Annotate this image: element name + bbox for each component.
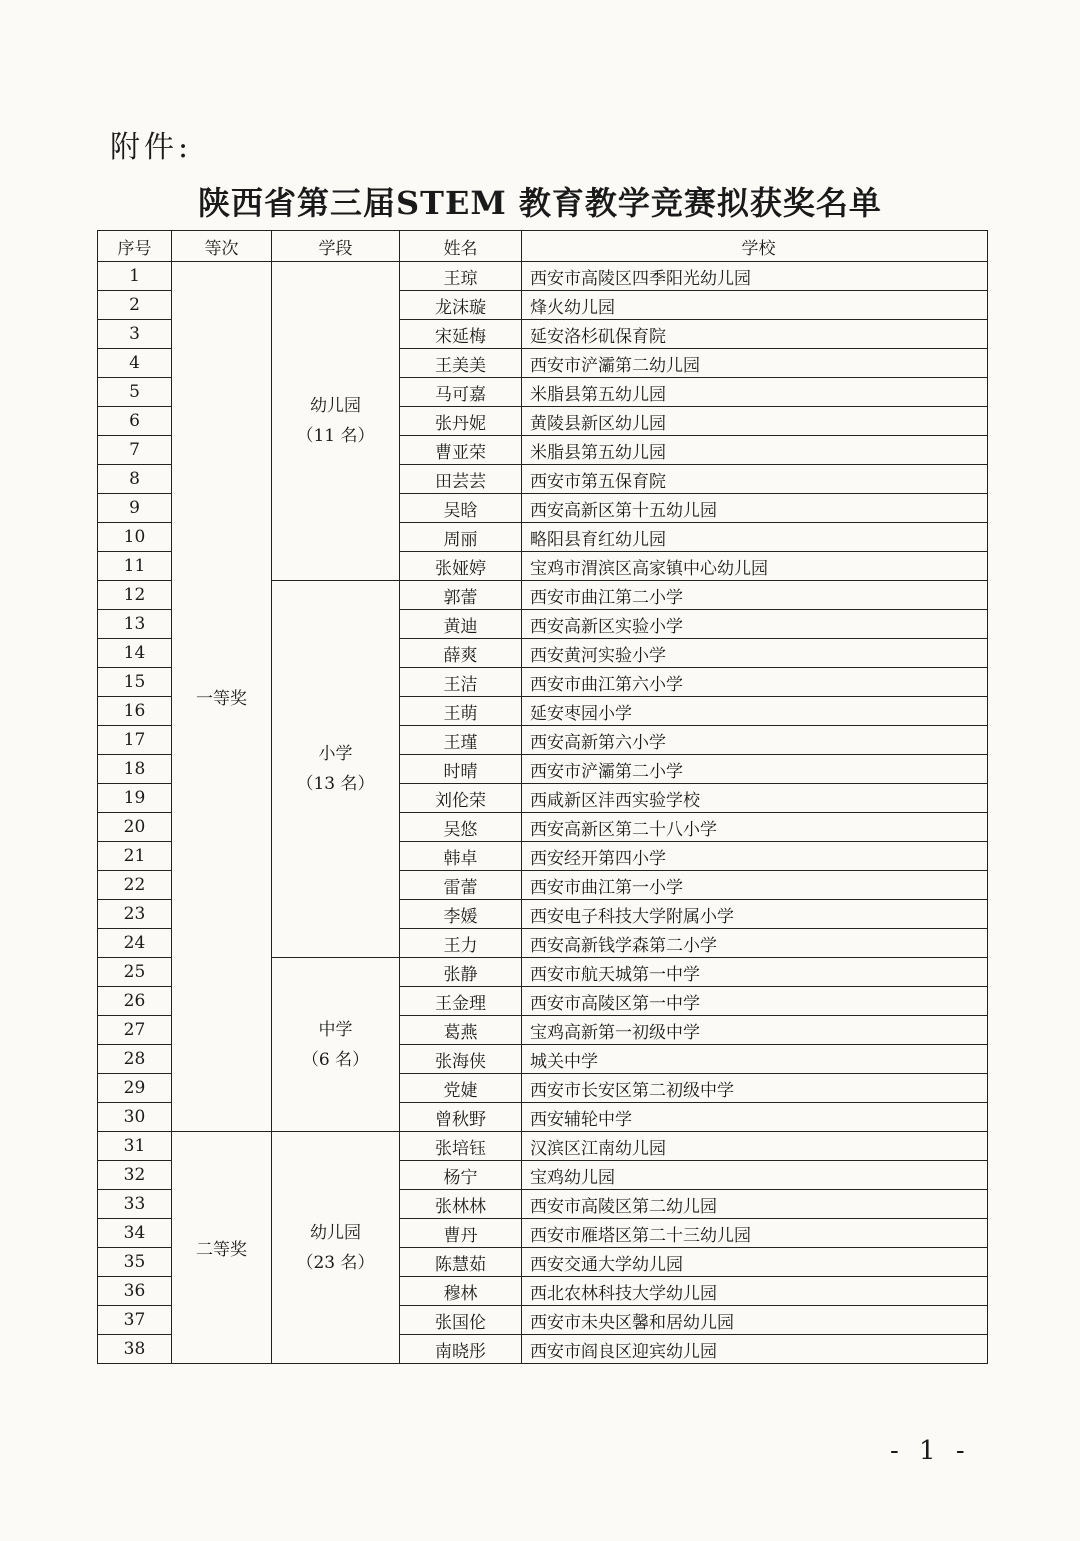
cell-no: 14: [98, 639, 172, 668]
cell-name: 张海侠: [400, 1045, 522, 1074]
cell-no: 24: [98, 929, 172, 958]
cell-school: 西安高新区实验小学: [522, 610, 988, 639]
cell-school: 西安市雁塔区第二十三幼儿园: [522, 1219, 988, 1248]
cell-no: 21: [98, 842, 172, 871]
cell-no: 36: [98, 1277, 172, 1306]
cell-name: 王琼: [400, 262, 522, 291]
cell-school: 西安经开第四小学: [522, 842, 988, 871]
cell-school: 西安市曲江第二小学: [522, 581, 988, 610]
cell-no: 18: [98, 755, 172, 784]
cell-name: 黄迪: [400, 610, 522, 639]
cell-school: 西安市高陵区第一中学: [522, 987, 988, 1016]
cell-school: 米脂县第五幼儿园: [522, 378, 988, 407]
cell-school: 城关中学: [522, 1045, 988, 1074]
table-row: [98, 262, 988, 291]
cell-no: 38: [98, 1335, 172, 1364]
cell-no: 26: [98, 987, 172, 1016]
cell-name: 葛燕: [400, 1016, 522, 1045]
cell-school: 黄陵县新区幼儿园: [522, 407, 988, 436]
cell-no: 5: [98, 378, 172, 407]
cell-school: 汉滨区江南幼儿园: [522, 1132, 988, 1161]
cell-no: 32: [98, 1161, 172, 1190]
table-header-row: [98, 231, 988, 262]
cell-no: 3: [98, 320, 172, 349]
header-grade: 等次: [172, 231, 272, 262]
cell-school: 西安高新第六小学: [522, 726, 988, 755]
table-body: [98, 262, 988, 1364]
cell-school: 西安电子科技大学附属小学: [522, 900, 988, 929]
cell-no: 10: [98, 523, 172, 552]
cell-school: 西安高新钱学森第二小学: [522, 929, 988, 958]
cell-name: 张娅婷: [400, 552, 522, 581]
cell-school: 宝鸡市渭滨区高家镇中心幼儿园: [522, 552, 988, 581]
cell-school: 西安市高陵区四季阳光幼儿园: [522, 262, 988, 291]
cell-no: 8: [98, 465, 172, 494]
cell-school: 西安高新区第二十八小学: [522, 813, 988, 842]
cell-grade: 一等奖: [172, 262, 272, 1132]
cell-school: 西北农林科技大学幼儿园: [522, 1277, 988, 1306]
cell-no: 20: [98, 813, 172, 842]
cell-no: 6: [98, 407, 172, 436]
cell-name: 王萌: [400, 697, 522, 726]
cell-name: 南晓彤: [400, 1335, 522, 1364]
cell-school: 延安洛杉矶保育院: [522, 320, 988, 349]
cell-grade: 二等奖: [172, 1132, 272, 1364]
cell-name: 王金理: [400, 987, 522, 1016]
cell-stage: [272, 1132, 400, 1364]
stage-count: （6 名）: [301, 1049, 370, 1070]
stage-name: 幼儿园: [310, 1222, 361, 1243]
cell-no: 19: [98, 784, 172, 813]
cell-school: 西安市浐灞第二幼儿园: [522, 349, 988, 378]
attachment-label: 附件:: [110, 130, 193, 165]
cell-no: 25: [98, 958, 172, 987]
cell-school: 米脂县第五幼儿园: [522, 436, 988, 465]
header-stage: 学段: [272, 231, 400, 262]
header-no: 序号: [98, 231, 172, 262]
cell-name: 吴晗: [400, 494, 522, 523]
cell-name: 田芸芸: [400, 465, 522, 494]
cell-name: 郭蕾: [400, 581, 522, 610]
cell-stage: [272, 958, 400, 1132]
cell-name: 张丹妮: [400, 407, 522, 436]
cell-name: 马可嘉: [400, 378, 522, 407]
cell-no: 28: [98, 1045, 172, 1074]
cell-no: 9: [98, 494, 172, 523]
cell-no: 2: [98, 291, 172, 320]
cell-name: 薛爽: [400, 639, 522, 668]
cell-no: 11: [98, 552, 172, 581]
cell-stage: [272, 581, 400, 958]
cell-name: 刘伦荣: [400, 784, 522, 813]
cell-no: 31: [98, 1132, 172, 1161]
cell-school: 西安市阎良区迎宾幼儿园: [522, 1335, 988, 1364]
cell-school: 西安市未央区馨和居幼儿园: [522, 1306, 988, 1335]
cell-name: 王瑾: [400, 726, 522, 755]
cell-name: 杨宁: [400, 1161, 522, 1190]
cell-no: 23: [98, 900, 172, 929]
cell-school: 西咸新区沣西实验学校: [522, 784, 988, 813]
cell-no: 33: [98, 1190, 172, 1219]
cell-name: 李媛: [400, 900, 522, 929]
cell-name: 曹亚荣: [400, 436, 522, 465]
cell-school: 西安市长安区第二初级中学: [522, 1074, 988, 1103]
cell-name: 宋延梅: [400, 320, 522, 349]
cell-name: 王力: [400, 929, 522, 958]
cell-name: 吴悠: [400, 813, 522, 842]
cell-school: 延安枣园小学: [522, 697, 988, 726]
stage-name: 小学: [318, 744, 353, 764]
cell-no: 22: [98, 871, 172, 900]
stage-name: 幼儿园: [310, 396, 361, 416]
header-name: 姓名: [400, 231, 522, 262]
cell-school: 西安市航天城第一中学: [522, 958, 988, 987]
stage-count: （23 名）: [296, 1252, 375, 1273]
cell-name: 王美美: [400, 349, 522, 378]
cell-no: 12: [98, 581, 172, 610]
cell-name: 雷蕾: [400, 871, 522, 900]
cell-name: 穆林: [400, 1277, 522, 1306]
cell-name: 张静: [400, 958, 522, 987]
cell-school: 西安市浐灞第二小学: [522, 755, 988, 784]
cell-no: 16: [98, 697, 172, 726]
cell-no: 29: [98, 1074, 172, 1103]
header-school: 学校: [522, 231, 988, 262]
cell-name: 张林林: [400, 1190, 522, 1219]
cell-no: 27: [98, 1016, 172, 1045]
cell-no: 37: [98, 1306, 172, 1335]
cell-no: 1: [98, 262, 172, 291]
stage-count: （11 名）: [296, 426, 375, 446]
award-table: [97, 230, 988, 1364]
cell-no: 35: [98, 1248, 172, 1277]
stage-name: 中学: [318, 1019, 353, 1040]
cell-school: 西安交通大学幼儿园: [522, 1248, 988, 1277]
cell-name: 曹丹: [400, 1219, 522, 1248]
cell-name: 张国伦: [400, 1306, 522, 1335]
page-number: - 1 -: [890, 1436, 971, 1466]
cell-school: 宝鸡高新第一初级中学: [522, 1016, 988, 1045]
cell-name: 王洁: [400, 668, 522, 697]
cell-school: 西安黄河实验小学: [522, 639, 988, 668]
cell-name: 曾秋野: [400, 1103, 522, 1132]
cell-stage: [272, 262, 400, 581]
cell-school: 略阳县育红幼儿园: [522, 523, 988, 552]
cell-school: 烽火幼儿园: [522, 291, 988, 320]
cell-no: 30: [98, 1103, 172, 1132]
cell-no: 34: [98, 1219, 172, 1248]
cell-school: 西安辅轮中学: [522, 1103, 988, 1132]
cell-school: 西安市第五保育院: [522, 465, 988, 494]
cell-no: 7: [98, 436, 172, 465]
cell-no: 15: [98, 668, 172, 697]
document-title: 陕西省第三届STEM 教育教学竞赛拟获奖名单: [198, 184, 882, 222]
cell-name: 周丽: [400, 523, 522, 552]
cell-name: 陈慧茹: [400, 1248, 522, 1277]
table-row: [98, 1132, 988, 1161]
cell-school: 西安市高陵区第二幼儿园: [522, 1190, 988, 1219]
cell-name: 韩卓: [400, 842, 522, 871]
cell-no: 17: [98, 726, 172, 755]
cell-no: 4: [98, 349, 172, 378]
cell-name: 党婕: [400, 1074, 522, 1103]
cell-school: 宝鸡幼儿园: [522, 1161, 988, 1190]
cell-name: 龙沫璇: [400, 291, 522, 320]
cell-no: 13: [98, 610, 172, 639]
cell-name: 张培钰: [400, 1132, 522, 1161]
cell-school: 西安高新区第十五幼儿园: [522, 494, 988, 523]
stage-count: （13 名）: [296, 774, 375, 794]
cell-name: 时晴: [400, 755, 522, 784]
cell-school: 西安市曲江第一小学: [522, 871, 988, 900]
cell-school: 西安市曲江第六小学: [522, 668, 988, 697]
